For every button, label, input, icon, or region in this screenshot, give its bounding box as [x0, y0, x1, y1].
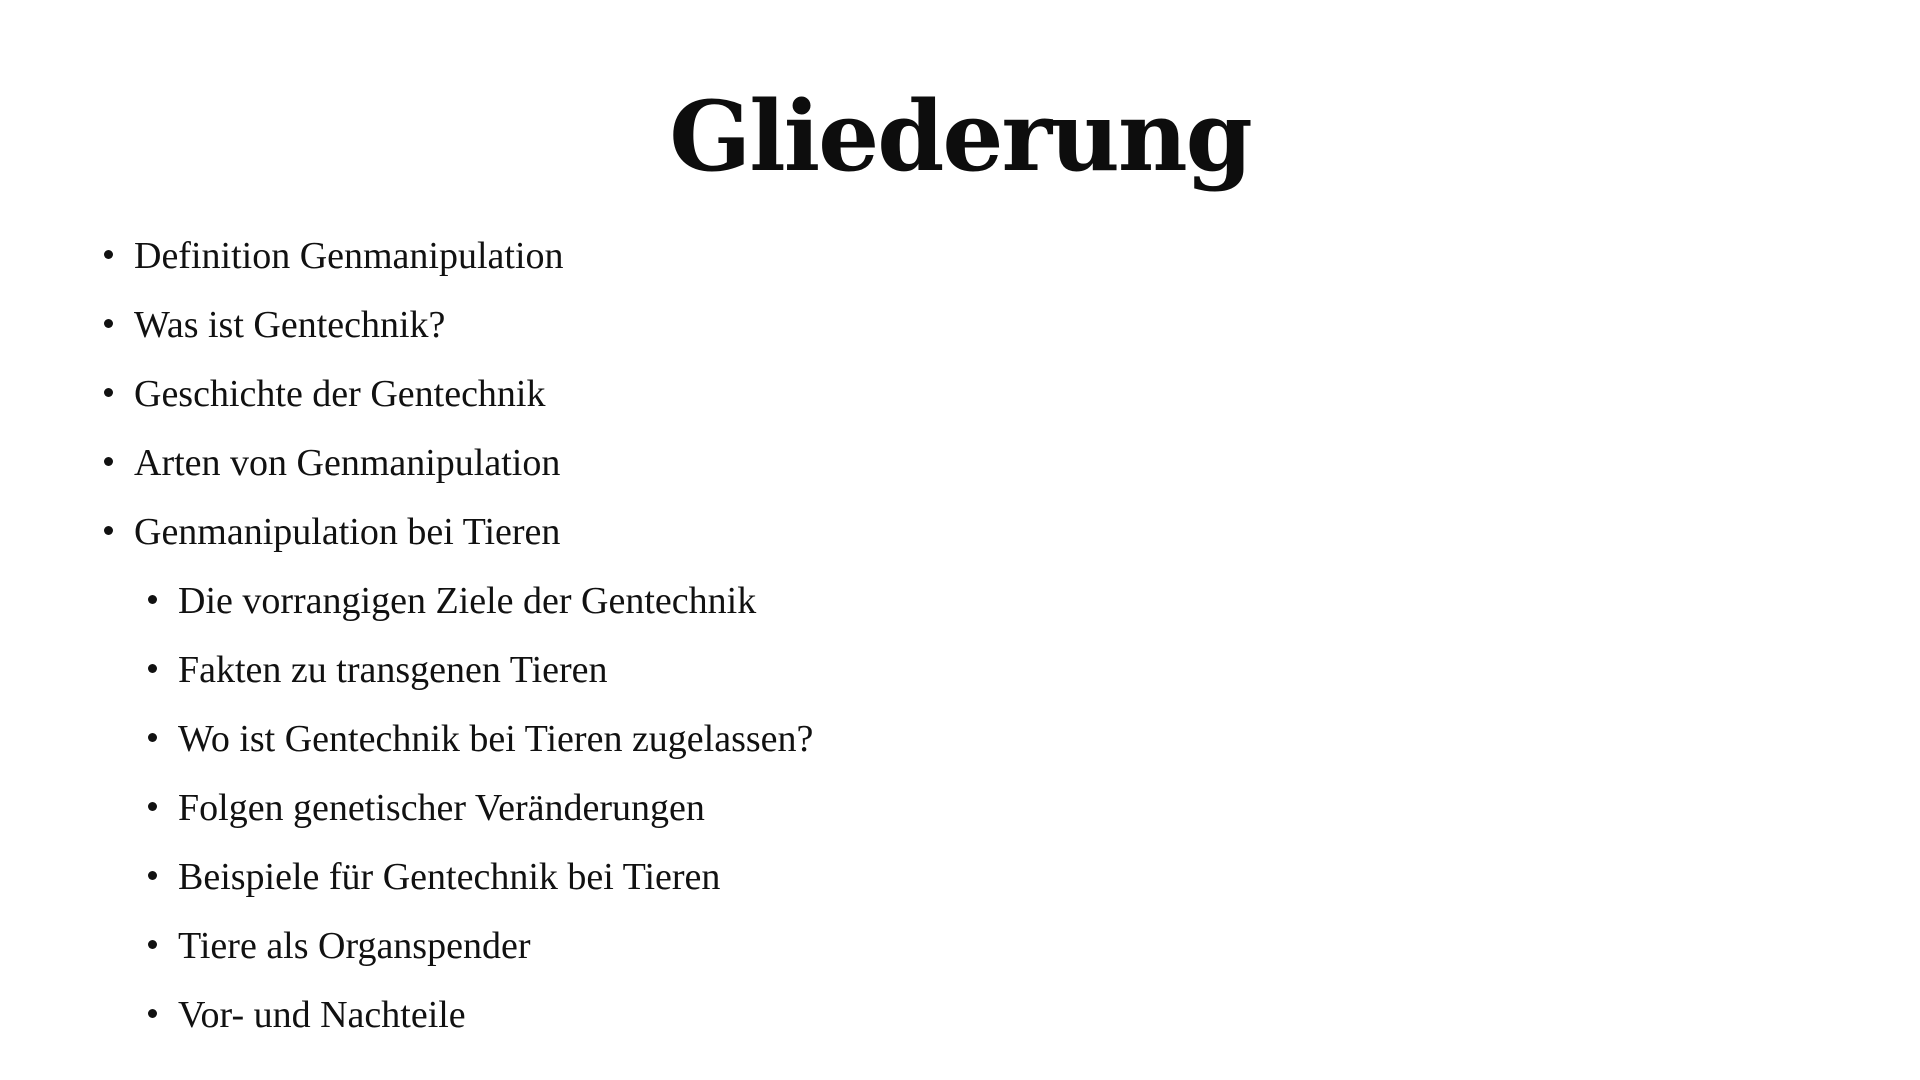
outline-item [0, 498, 1920, 567]
outline-item-label: Die vorrangigen Ziele der Gentechnik [178, 580, 757, 622]
outline-subitem [0, 774, 1920, 843]
outline-item-label: Arten von Genmanipulation [134, 442, 561, 484]
outline-item-label: Folgen genetischer Veränderungen [178, 787, 705, 829]
outline-item-label: Beispiele für Gentechnik bei Tieren [178, 856, 721, 898]
bullet-icon [148, 733, 157, 742]
outline-item-label: Genmanipulation bei Tieren [134, 511, 561, 553]
bullet-icon [148, 1009, 157, 1018]
outline-subitem [0, 981, 1920, 1050]
outline-item [0, 222, 1920, 291]
bullet-icon [148, 871, 157, 880]
outline-subitem [0, 636, 1920, 705]
outline-item [0, 429, 1920, 498]
outline-item-label: Fakten zu transgenen Tieren [178, 649, 608, 691]
outline-item [0, 291, 1920, 360]
outline-subitem [0, 567, 1920, 636]
bullet-icon [148, 940, 157, 949]
bullet-icon [104, 526, 113, 535]
outline-list [0, 222, 1920, 1050]
outline-item-label: Vor- und Nachteile [178, 994, 466, 1036]
bullet-icon [148, 664, 157, 673]
outline-item-label: Geschichte der Gentechnik [134, 373, 546, 415]
outline-item-label: Tiere als Organspender [178, 925, 531, 967]
outline-subitem [0, 843, 1920, 912]
outline-subitem [0, 912, 1920, 981]
outline-subitem [0, 705, 1920, 774]
slide-title: Gliederung [669, 80, 1251, 193]
outline-item [0, 360, 1920, 429]
bullet-icon [104, 319, 113, 328]
bullet-icon [104, 250, 113, 259]
bullet-icon [148, 595, 157, 604]
bullet-icon [104, 457, 113, 466]
bullet-icon [104, 388, 113, 397]
outline-item-label: Definition Genmanipulation [134, 235, 564, 277]
outline-item-label: Was ist Gentechnik? [134, 304, 446, 346]
outline-item-label: Wo ist Gentechnik bei Tieren zugelassen? [178, 718, 814, 760]
bullet-icon [148, 802, 157, 811]
